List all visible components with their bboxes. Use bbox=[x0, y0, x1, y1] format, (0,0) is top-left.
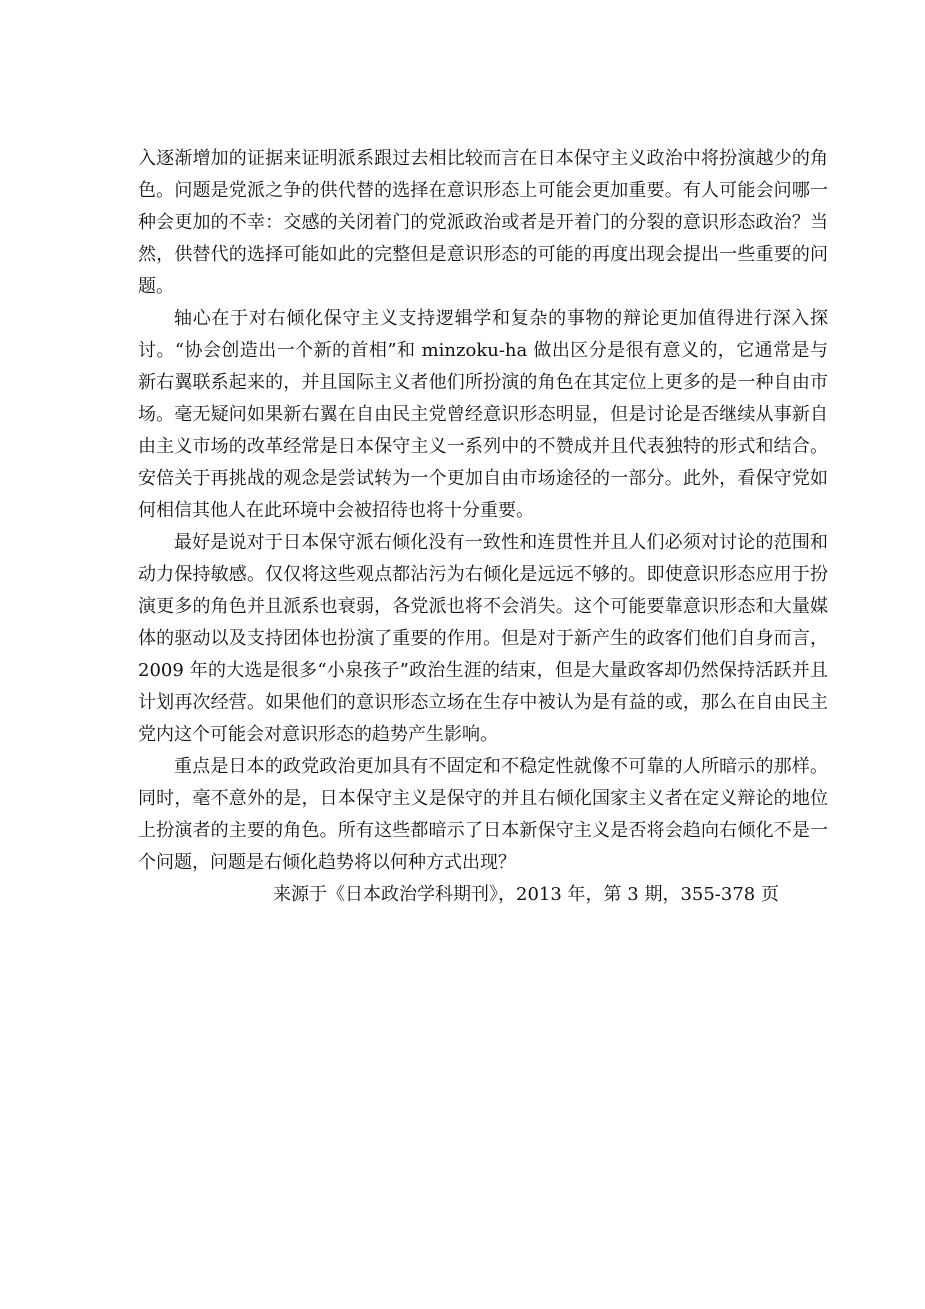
paragraph-2: 轴心在于对右倾化保守主义支持逻辑学和复杂的事物的辩论更加值得进行深入探讨。“协会创造出一个新的首相”和 minzoku-ha 做出区分是很有意义的，它通常是与新右翼联系起来的，并且国际主义者他们所扮演的角色在其定位上更多的是一种自由市场。毫无疑问如果新右翼在自由民主党曾经意识形态明显，但是讨论是否继续从事新自由主义市场的改革经常是日本保守主义一系列中的不赞成并且代表独特的形式和结合。安倍关于再挑战的观念是尝试转为一个更加自由市场途径的一部分。此外，看保守党如何相信其他人在此环境中会被招待也将十分重要。 bbox=[138, 308, 828, 521]
source-citation: 来源于《日本政治学科期刊》，2013 年，第 3 期，355-378 页 bbox=[273, 884, 779, 905]
paragraph-4: 重点是日本的政党政治更加具有不固定和不稳定性就像不可靠的人所暗示的那样。同时，毫不意外的是，日本保守主义是保守的并且右倾化国家主义者在定义辩论的地位上扮演者的主要的角色。所有这些都暗示了日本新保守主义是否将会趋向右倾化不是一个问题，问题是右倾化趋势将以何种方式出现？ bbox=[138, 756, 828, 873]
paragraph-3: 最好是说对于日本保守派右倾化没有一致性和连贯性并且人们必须对讨论的范围和动力保持敏感。仅仅将这些观点都沾污为右倾化是远远不够的。即使意识形态应用于扮演更多的角色并且派系也衰弱，各党派也将不会消失。这个可能要靠意识形态和大量媒体的驱动以及支持团体也扮演了重要的作用。但是对于新产生的政客们他们自身而言，2009 年的大选是很多“小泉孩子”政治生涯的结束，但是大量政客却仍然保持活跃并且计划再次经营。如果他们的意识形态立场在生存中被认为是有益的或，那么在自由民主党内这个可能会对意识形态的趋势产生影响。 bbox=[138, 532, 828, 745]
article-body bbox=[138, 143, 828, 911]
paragraph-1: 入逐渐增加的证据来证明派系跟过去相比较而言在日本保守主义政治中将扮演越少的角色。问题是党派之争的供代替的选择在意识形态上可能会更加重要。有人可能会问哪一种会更加的不幸：交感的关闭着门的党派政治或者是开着门的分裂的意识形态政治？当然，供替代的选择可能如此的完整但是意识形态的可能的再度出现会提出一些重要的问题。 bbox=[138, 148, 828, 297]
